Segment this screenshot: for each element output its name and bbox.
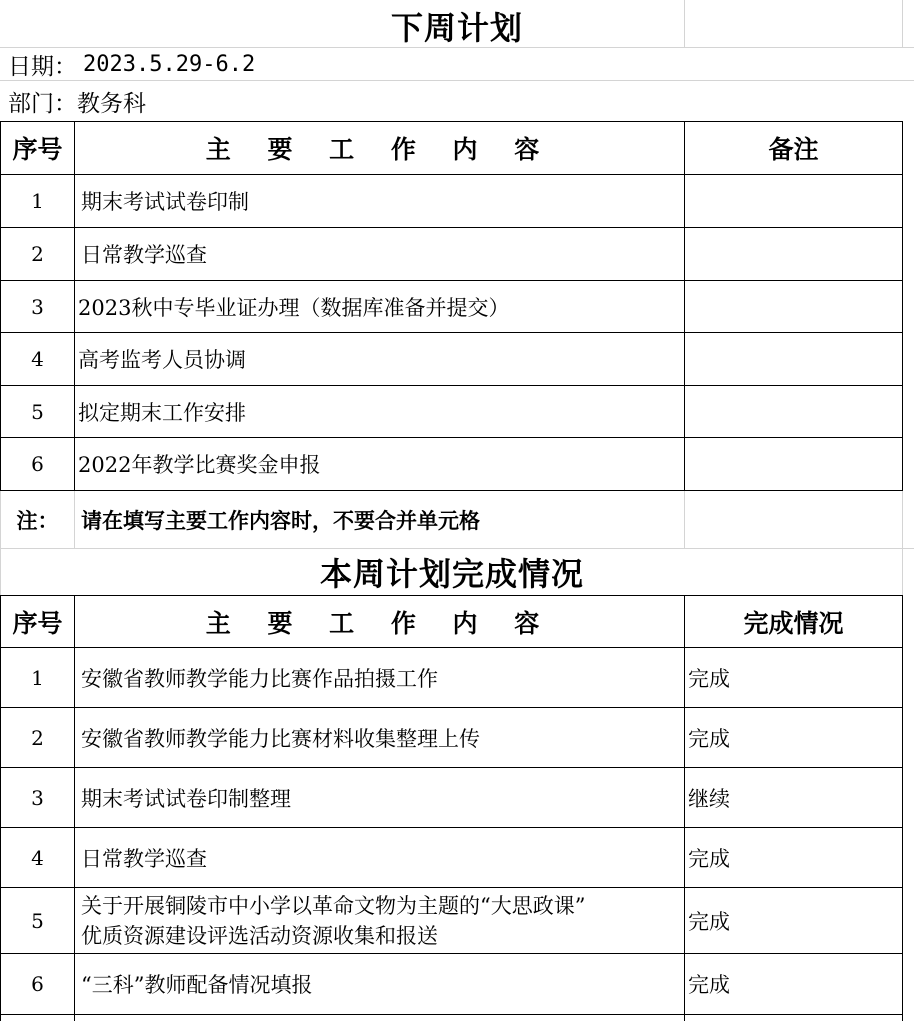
header-seq[interactable]: 序号 bbox=[12, 608, 63, 638]
table-row-content[interactable]: 2023秋中专毕业证办理（数据库准备并提交） bbox=[78, 295, 510, 320]
header-seq[interactable]: 序号 bbox=[12, 135, 63, 164]
table-row-seq[interactable]: 1 bbox=[31, 665, 44, 690]
this-week-title: 本周计划完成情况 bbox=[319, 555, 584, 593]
table-row-content[interactable]: “三科”教师配备情况填报 bbox=[81, 973, 313, 997]
table-row-content[interactable]: 高考监考人员协调 bbox=[78, 348, 246, 372]
table-row-content[interactable]: 安徽省教师教学能力比赛作品拍摄工作 bbox=[81, 666, 438, 691]
header-remark[interactable]: 备注 bbox=[768, 135, 819, 164]
department-value: 教务科 bbox=[77, 91, 146, 117]
table-row-seq[interactable]: 2 bbox=[31, 725, 44, 750]
note-label[interactable]: 注： bbox=[16, 507, 59, 533]
table-row-status[interactable]: 完成 bbox=[688, 666, 730, 691]
table-row-seq[interactable]: 4 bbox=[31, 347, 44, 371]
content-line-1: 关于开展铜陵市中小学以革命文物为主题的“大思政课” bbox=[81, 893, 586, 918]
next-week-title: 下周计划 bbox=[390, 9, 523, 47]
table-row-seq[interactable]: 6 bbox=[31, 972, 44, 996]
header-content[interactable]: 主 要 工 作 内 容 bbox=[205, 135, 554, 164]
table-row-remark[interactable] bbox=[685, 333, 902, 385]
table-row-content[interactable]: 期末考试试卷印制 bbox=[81, 190, 249, 214]
date-row[interactable] bbox=[0, 48, 600, 81]
table-row-seq[interactable]: 3 bbox=[31, 294, 44, 319]
date-value: 2023.5.29-6.2 bbox=[83, 52, 256, 77]
table-row-content[interactable] bbox=[75, 888, 684, 953]
note-text[interactable]: 请在填写主要工作内容时，不要合并单元格 bbox=[81, 507, 480, 533]
header-status[interactable]: 完成情况 bbox=[743, 608, 844, 638]
table-row-seq[interactable]: 6 bbox=[31, 452, 44, 476]
table-row-status[interactable]: 继续 bbox=[688, 786, 730, 811]
table-row-seq[interactable]: 1 bbox=[31, 189, 44, 213]
table-row-status[interactable]: 完成 bbox=[688, 846, 730, 871]
table-row-remark[interactable] bbox=[685, 386, 902, 437]
header-content[interactable]: 主 要 工 作 内 容 bbox=[205, 608, 554, 638]
table-row-seq[interactable]: 4 bbox=[31, 845, 44, 870]
table-row-content[interactable]: 拟定期末工作安排 bbox=[78, 400, 246, 425]
department-label: 部门： bbox=[8, 91, 77, 117]
table-row-remark[interactable] bbox=[685, 228, 902, 280]
content-line-2: 优质资源建设评选活动资源收集和报送 bbox=[81, 923, 438, 948]
table-row-remark[interactable] bbox=[685, 281, 902, 332]
table-row-remark[interactable] bbox=[685, 438, 902, 490]
table-row-content[interactable]: 期末考试试卷印制整理 bbox=[81, 786, 291, 811]
table-row-content[interactable]: 安徽省教师教学能力比赛材料收集整理上传 bbox=[81, 726, 480, 751]
table-row-content[interactable]: 2022年教学比赛奖金申报 bbox=[78, 453, 321, 477]
table-row-seq[interactable]: 5 bbox=[31, 908, 44, 933]
table-row-content[interactable]: 日常教学巡查 bbox=[81, 243, 207, 267]
department-row[interactable] bbox=[0, 82, 600, 121]
table-row-content[interactable]: 日常教学巡查 bbox=[81, 846, 207, 871]
table-row-remark[interactable] bbox=[685, 175, 902, 227]
table-row-seq[interactable]: 5 bbox=[31, 399, 44, 424]
table-row-seq[interactable]: 2 bbox=[31, 242, 44, 266]
table-row-status[interactable]: 完成 bbox=[688, 909, 730, 934]
table-row-status[interactable]: 完成 bbox=[688, 726, 730, 751]
table-row-seq[interactable]: 3 bbox=[31, 785, 44, 810]
date-label: 日期： bbox=[8, 54, 77, 80]
table-row-status[interactable]: 完成 bbox=[688, 973, 730, 997]
